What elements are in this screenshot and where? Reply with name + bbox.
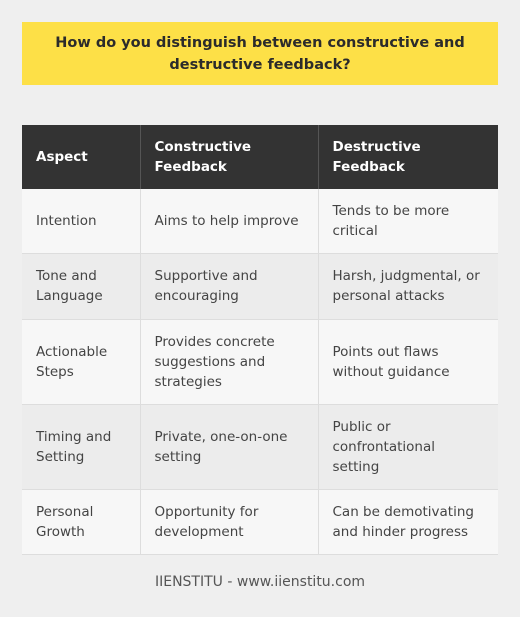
cell-constructive: Opportunity for development <box>140 489 318 554</box>
header-constructive: Constructive Feedback <box>140 125 318 189</box>
cell-constructive: Private, one-on-one setting <box>140 404 318 489</box>
cell-destructive: Points out flaws without guidance <box>318 319 498 404</box>
footer-credit: IIENSTITU - www.iienstitu.com <box>154 574 366 590</box>
cell-aspect: Tone and Language <box>22 253 140 319</box>
cell-constructive: Aims to help improve <box>140 189 318 253</box>
cell-destructive: Public or confrontational setting <box>318 404 498 489</box>
table-row <box>22 489 498 554</box>
cell-destructive: Tends to be more critical <box>318 189 498 253</box>
header-aspect: Aspect <box>22 125 140 189</box>
table-row <box>22 404 498 489</box>
cell-destructive: Harsh, judgmental, or personal attacks <box>318 253 498 319</box>
cell-aspect: Intention <box>22 189 140 253</box>
table-row <box>22 189 498 253</box>
cell-aspect: Personal Growth <box>22 489 140 554</box>
table-header-row <box>22 125 498 189</box>
cell-destructive: Can be demotivating and hinder progress <box>318 489 498 554</box>
title-banner <box>22 22 498 85</box>
cell-aspect: Timing and Setting <box>22 404 140 489</box>
cell-constructive: Provides concrete suggestions and strategies <box>140 319 318 404</box>
comparison-table <box>22 125 498 555</box>
table-row <box>22 253 498 319</box>
header-destructive: Destructive Feedback <box>318 125 498 189</box>
cell-aspect: Actionable Steps <box>22 319 140 404</box>
page-title: How do you distinguish between constructive and destructive feedback? <box>55 34 465 73</box>
table-row <box>22 319 498 404</box>
cell-constructive: Supportive and encouraging <box>140 253 318 319</box>
